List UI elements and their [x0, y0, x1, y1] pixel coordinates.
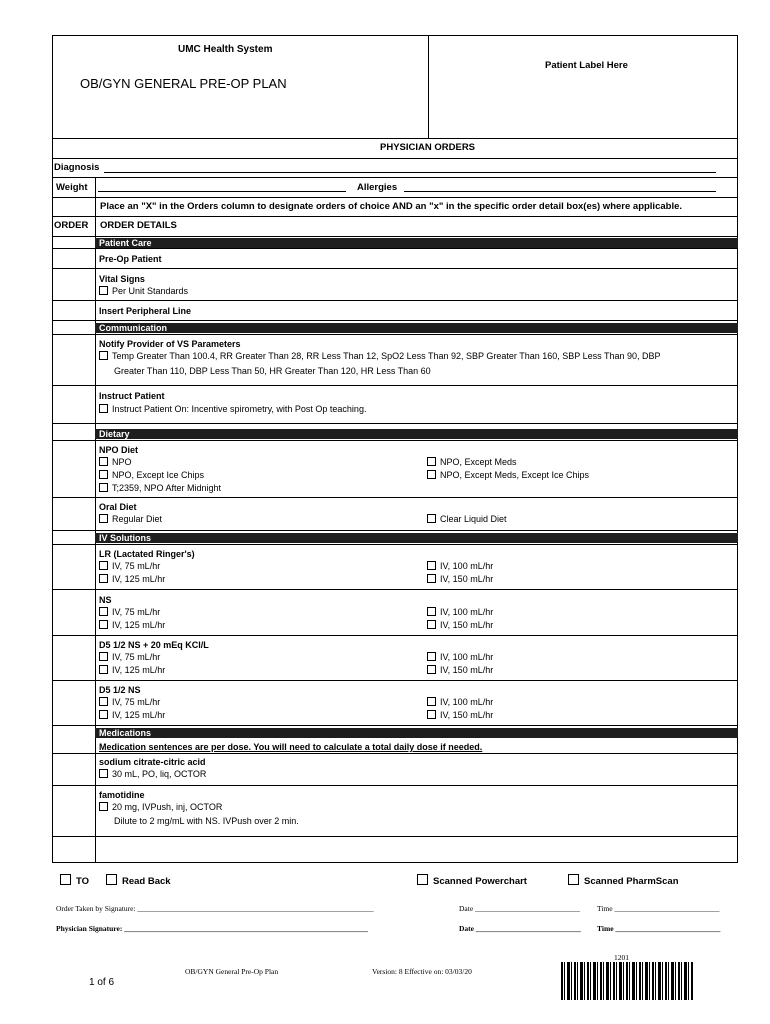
- regular-diet-option[interactable]: [99, 514, 162, 525]
- patient-label-area: Patient Label Here: [545, 60, 628, 71]
- option-label: Regular Diet: [112, 514, 163, 524]
- iv-option[interactable]: [99, 710, 165, 721]
- checkbox[interactable]: [60, 874, 71, 885]
- peripheral-line-label: Insert Peripheral Line: [99, 306, 192, 316]
- option-label: 20 mg, IVPush, inj, OCTOR: [112, 802, 223, 812]
- rule: [52, 785, 738, 786]
- checkbox[interactable]: [99, 769, 108, 778]
- instruct-option[interactable]: [99, 404, 366, 415]
- option-label: IV, 75 mL/hr: [112, 607, 161, 617]
- iv-option[interactable]: [427, 620, 493, 631]
- vital-signs-label: Vital Signs: [99, 274, 145, 284]
- physician-time[interactable]: Time ____________________________: [597, 924, 721, 933]
- rule: [52, 530, 738, 531]
- option-label: Instruct Patient On: Incentive spirometry, with Post Op teaching.: [112, 404, 367, 414]
- option-label: IV, 100 mL/hr: [440, 607, 494, 617]
- option-label: IV, 100 mL/hr: [440, 697, 494, 707]
- option-label: IV, 125 mL/hr: [112, 665, 166, 675]
- checkbox[interactable]: [427, 514, 436, 523]
- vital-signs-option[interactable]: [99, 286, 188, 297]
- option-label: IV, 150 mL/hr: [440, 665, 494, 675]
- order-column-header: ORDER: [54, 220, 89, 231]
- option-label: 30 mL, PO, liq, OCTOR: [112, 769, 207, 779]
- option-label: Per Unit Standards: [112, 286, 189, 296]
- diagnosis-label: Diagnosis: [54, 162, 100, 173]
- checkbox[interactable]: [427, 561, 436, 570]
- weight-label: Weight: [56, 182, 88, 193]
- preop-patient-label: Pre-Op Patient: [99, 254, 162, 264]
- option-label: IV, 125 mL/hr: [112, 710, 166, 720]
- details-column-header: ORDER DETAILS: [100, 220, 177, 231]
- npo-diet-label: NPO Diet: [99, 445, 139, 455]
- checkbox[interactable]: [427, 652, 436, 661]
- rule: [52, 216, 738, 217]
- rule: [52, 497, 738, 498]
- iv-option[interactable]: [427, 665, 493, 676]
- checkbox[interactable]: [99, 514, 108, 523]
- diagnosis-field[interactable]: [104, 172, 716, 173]
- iv-option[interactable]: [427, 574, 493, 585]
- rule: [52, 300, 738, 301]
- checkbox[interactable]: [427, 620, 436, 629]
- checkbox-label: Read Back: [122, 876, 171, 887]
- barcode-number: 1201: [614, 953, 629, 962]
- med-admin-note: Dilute to 2 mg/mL with NS. IVPush over 2 min.: [114, 816, 299, 826]
- rule: [52, 635, 738, 636]
- rule: [52, 320, 738, 321]
- barcode-image: [561, 962, 694, 1000]
- page-number: 1 of 6: [89, 977, 115, 988]
- checkbox[interactable]: [99, 483, 108, 492]
- iv-group-title: LR (Lactated Ringer's): [99, 549, 195, 559]
- rule: [52, 753, 738, 754]
- order-column-divider: [95, 177, 96, 863]
- rule: [52, 236, 738, 237]
- iv-option[interactable]: [427, 697, 493, 708]
- iv-group-title: D5 1/2 NS + 20 mEq KCl/L: [99, 640, 209, 650]
- option-label: IV, 75 mL/hr: [112, 652, 161, 662]
- physician-date[interactable]: Date ____________________________: [459, 924, 581, 933]
- read-back-checkbox[interactable]: [106, 874, 171, 887]
- iv-group-title: NS: [99, 595, 112, 605]
- iv-option[interactable]: [99, 652, 160, 663]
- checkbox[interactable]: [99, 561, 108, 570]
- order-taken-time[interactable]: Time ____________________________: [597, 904, 720, 913]
- npo-meds-option[interactable]: [427, 457, 517, 468]
- section-communication: Communication: [95, 323, 738, 333]
- order-taken-signature[interactable]: Order Taken by Signature: _______________________________________________________________: [56, 904, 374, 913]
- oral-diet-label: Oral Diet: [99, 502, 137, 512]
- notify-option[interactable]: [99, 351, 661, 362]
- form-frame: [52, 35, 738, 863]
- iv-option[interactable]: [99, 574, 165, 585]
- checkbox-label: TO: [76, 876, 90, 887]
- npo-midnight-option[interactable]: [99, 483, 221, 494]
- npo-chips-option[interactable]: [99, 470, 204, 481]
- option-label: T;2359, NPO After Midnight: [112, 483, 222, 493]
- checkbox[interactable]: [99, 620, 108, 629]
- rule: [52, 836, 738, 837]
- iv-option[interactable]: [99, 607, 160, 618]
- notify-option-cont: Greater Than 110, DBP Less Than 50, HR Greater Than 120, HR Less Than 60: [114, 366, 431, 376]
- rule: [52, 680, 738, 681]
- checkbox[interactable]: [99, 652, 108, 661]
- checkbox-label: Scanned PharmScan: [584, 876, 679, 887]
- iv-group-title: D5 1/2 NS: [99, 685, 141, 695]
- section-iv-solutions: IV Solutions: [95, 533, 738, 543]
- section-dietary: Dietary: [95, 429, 738, 439]
- checkbox[interactable]: [427, 470, 436, 479]
- iv-option[interactable]: [99, 665, 165, 676]
- header-divider: [428, 35, 429, 138]
- npo-meds-chips-option[interactable]: [427, 470, 589, 481]
- checkbox[interactable]: [99, 607, 108, 616]
- rule: [52, 589, 738, 590]
- npo-option[interactable]: [99, 457, 132, 468]
- rule: [52, 725, 738, 726]
- checkbox[interactable]: [99, 351, 108, 360]
- checkbox[interactable]: [99, 802, 108, 811]
- checkbox[interactable]: [99, 470, 108, 479]
- option-label: NPO, Except Meds: [440, 457, 517, 467]
- option-label: Clear Liquid Diet: [440, 514, 507, 524]
- clear-liquid-option[interactable]: [427, 514, 507, 525]
- allergies-label: Allergies: [357, 182, 398, 193]
- org-name: UMC Health System: [178, 44, 273, 55]
- checkbox[interactable]: [106, 874, 117, 885]
- option-label: IV, 150 mL/hr: [440, 574, 494, 584]
- checkbox[interactable]: [99, 710, 108, 719]
- checkbox[interactable]: [99, 286, 108, 295]
- rule: [52, 385, 738, 386]
- notify-provider-label: Notify Provider of VS Parameters: [99, 339, 241, 349]
- option-label: IV, 125 mL/hr: [112, 620, 166, 630]
- iv-option[interactable]: [427, 561, 493, 572]
- section-patient-care: Patient Care: [95, 238, 738, 248]
- iv-option[interactable]: [427, 652, 493, 663]
- med-title-sodium-citrate: sodium citrate-citric acid: [99, 757, 206, 767]
- medication-note: Medication sentences are per dose. You will need to calculate a total daily dose if needed.: [99, 742, 483, 752]
- rule: [52, 158, 738, 159]
- footer-doc-name: OB/GYN General Pre-Op Plan: [185, 967, 279, 976]
- option-label: IV, 150 mL/hr: [440, 710, 494, 720]
- rule: [52, 440, 738, 441]
- rule: [52, 197, 738, 198]
- rule: [52, 334, 738, 335]
- to-checkbox[interactable]: [60, 874, 89, 887]
- checkbox[interactable]: [568, 874, 579, 885]
- rule: [52, 138, 738, 139]
- med-title-famotidine: famotidine: [99, 790, 145, 800]
- checkbox[interactable]: [99, 697, 108, 706]
- med-option[interactable]: [99, 769, 206, 780]
- orders-title: PHYSICIAN ORDERS: [380, 142, 476, 153]
- weight-field[interactable]: [98, 191, 346, 192]
- checkbox[interactable]: [427, 457, 436, 466]
- checkbox[interactable]: [427, 574, 436, 583]
- option-label: NPO, Except Ice Chips: [112, 470, 205, 480]
- form-title: OB/GYN GENERAL PRE-OP PLAN: [80, 76, 287, 91]
- scanned-pharmscan-checkbox[interactable]: [568, 874, 679, 887]
- option-label: NPO: [112, 457, 132, 467]
- checkbox[interactable]: [427, 607, 436, 616]
- allergies-field[interactable]: [404, 191, 716, 192]
- iv-option[interactable]: [99, 561, 160, 572]
- section-medications: Medications: [95, 728, 738, 738]
- option-label: IV, 100 mL/hr: [440, 561, 494, 571]
- checkbox-label: Scanned Powerchart: [433, 876, 527, 887]
- iv-option[interactable]: [99, 620, 165, 631]
- checkbox[interactable]: [427, 710, 436, 719]
- checkbox[interactable]: [417, 874, 428, 885]
- rule: [52, 423, 738, 424]
- instruct-patient-label: Instruct Patient: [99, 391, 165, 401]
- checkbox[interactable]: [99, 457, 108, 466]
- rule: [52, 268, 738, 269]
- option-label: IV, 75 mL/hr: [112, 561, 161, 571]
- physician-signature[interactable]: Physician Signature: _________________________________________________________________: [56, 924, 368, 933]
- order-taken-date[interactable]: Date ____________________________: [459, 904, 581, 913]
- med-option[interactable]: [99, 802, 222, 813]
- option-label: IV, 100 mL/hr: [440, 652, 494, 662]
- rule: [52, 544, 738, 545]
- option-label: IV, 125 mL/hr: [112, 574, 166, 584]
- option-label: IV, 150 mL/hr: [440, 620, 494, 630]
- rule: [52, 177, 738, 178]
- footer-version: Version: 8 Effective on: 03/03/20: [372, 967, 472, 976]
- option-label: NPO, Except Meds, Except Ice Chips: [440, 470, 590, 480]
- checkbox[interactable]: [427, 697, 436, 706]
- checkbox[interactable]: [427, 665, 436, 674]
- instructions-text: Place an "X" in the Orders column to designate orders of choice AND an "x" in the specific order detail box(es) where applicable.: [100, 201, 683, 212]
- checkbox[interactable]: [99, 665, 108, 674]
- option-label: Temp Greater Than 100.4, RR Greater Than 28, RR Less Than 12, SpO2 Less Than 92, SBP Greater Than 160, SBP Less Than 90, DBP: [112, 351, 661, 361]
- scanned-powerchart-checkbox[interactable]: [417, 874, 527, 887]
- iv-option[interactable]: [99, 697, 160, 708]
- checkbox[interactable]: [99, 574, 108, 583]
- option-label: IV, 75 mL/hr: [112, 697, 161, 707]
- iv-option[interactable]: [427, 710, 493, 721]
- iv-option[interactable]: [427, 607, 493, 618]
- checkbox[interactable]: [99, 404, 108, 413]
- rule: [52, 248, 738, 249]
